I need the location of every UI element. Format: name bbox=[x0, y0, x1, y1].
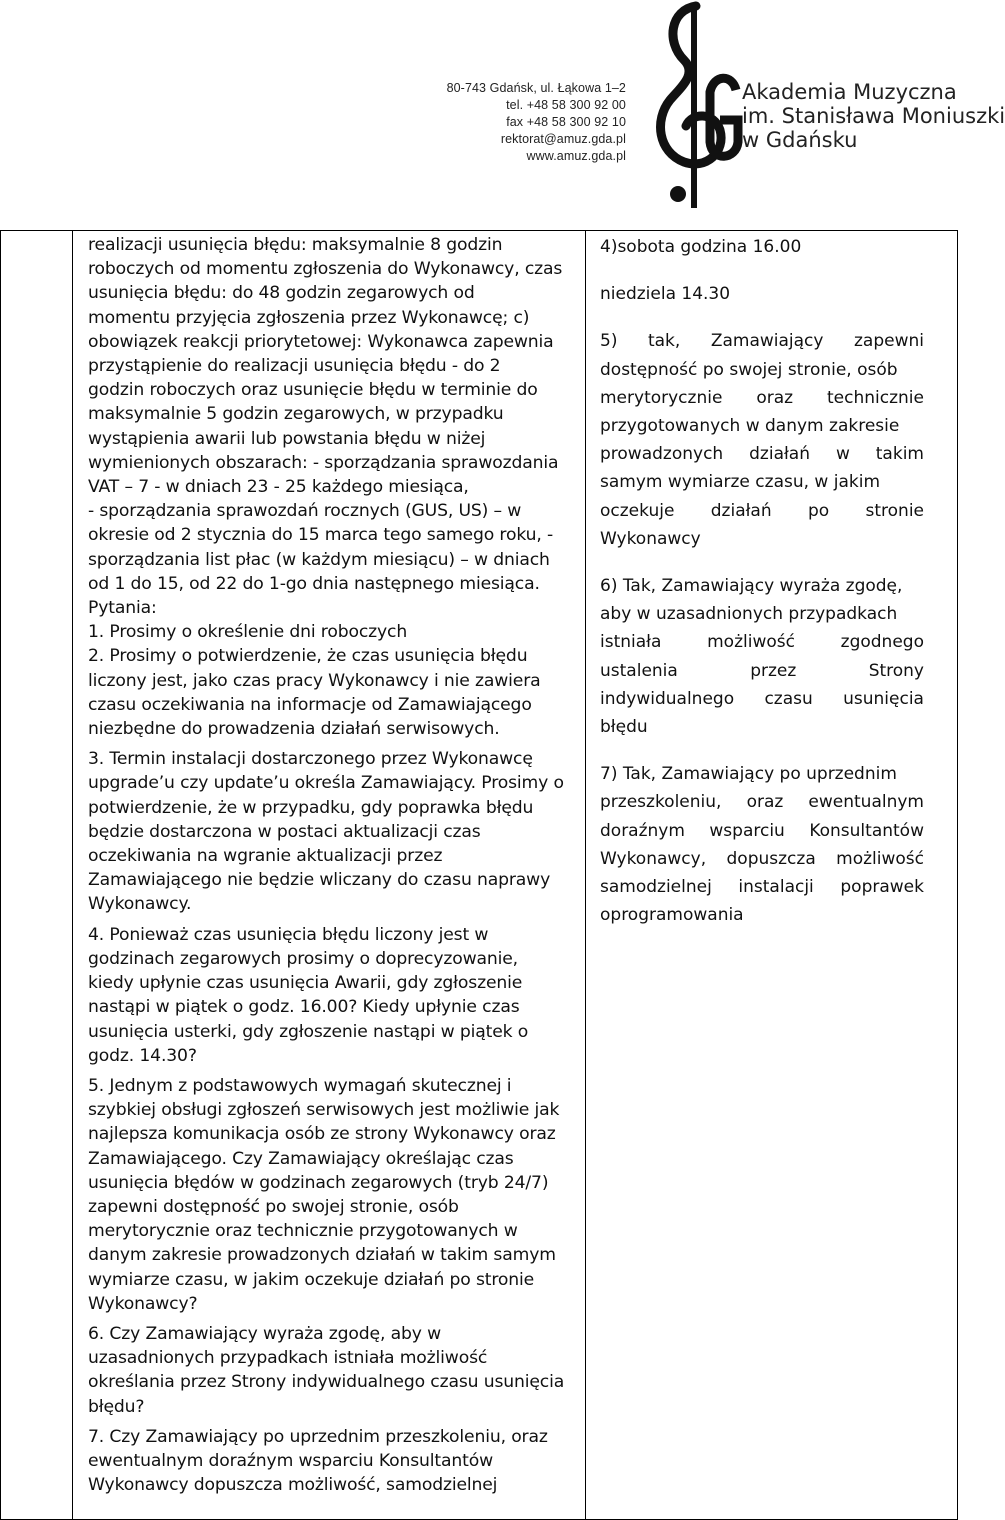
academy-line: im. Stanisława Moniuszki bbox=[742, 104, 1005, 128]
text-line: 6. Czy Zamawiający wyraża zgodę, aby w bbox=[88, 1323, 441, 1344]
text-line: ewentualnym doraźnym wsparciu Konsultantów bbox=[88, 1450, 493, 1471]
text-line: danym zakresie prowadzonych działań w takim samym bbox=[88, 1245, 556, 1266]
text-line: uzasadnionych przypadkach istniała możliwość bbox=[88, 1348, 488, 1369]
text-line: godzin roboczych oraz usunięcie błędu w terminie do bbox=[88, 380, 538, 401]
text-line: przygotowanych w danym zakresie bbox=[600, 416, 900, 437]
text-line: od 1 do 15, od 22 do 1-go dnia następnego miesiąca. bbox=[88, 573, 540, 594]
text-line: niedziela 14.30 bbox=[600, 284, 731, 305]
text-line: wystąpienia awarii lub powstania błędu w niżej bbox=[88, 428, 486, 449]
answer-text bbox=[600, 233, 924, 929]
text-line: 1. Prosimy o określenie dni roboczych bbox=[88, 622, 408, 643]
text-line: momentu przyjęcia zgłoszenia przez Wykonawcę; c) bbox=[88, 307, 530, 328]
text-line: potwierdzenie, że w przypadku, gdy poprawka błędu bbox=[88, 797, 534, 818]
text-line: sporządzania list płac (w każdym miesiącu) – w dniach bbox=[88, 549, 550, 570]
text-line: istniała możliwość zgodnego bbox=[600, 632, 924, 653]
text-line: samodzielnej instalacji poprawek bbox=[600, 877, 924, 898]
text-line: dostępność po swojej stronie, osób bbox=[600, 359, 898, 380]
text-line: 4. Ponieważ czas usunięcia błędu liczony jest w bbox=[88, 924, 489, 945]
text-line: 5) tak, Zamawiający zapewni bbox=[600, 331, 924, 352]
text-line: przeszkoleniu, oraz ewentualnym bbox=[600, 792, 924, 813]
text-line: 5. Jednym z podstawowych wymagań skutecznej i bbox=[88, 1075, 512, 1096]
text-line: usunięcia błędu: do 48 godzin zegarowych od bbox=[88, 283, 475, 304]
text-line: merytorycznie oraz technicznie bbox=[600, 387, 924, 408]
text-line: wymiarze czasu, w jakim oczekuje działań po stronie bbox=[88, 1269, 535, 1290]
email-line[interactable]: rektorat@amuz.gda.pl bbox=[500, 132, 626, 146]
text-line: Wykonawcy bbox=[600, 528, 701, 549]
text-line: Zamawiającego nie będzie wliczany do czasu naprawy bbox=[88, 870, 551, 891]
academy-line: w Gdańsku bbox=[742, 128, 858, 152]
text-line: okresie od 2 stycznia do 15 marca tego samego roku, - bbox=[88, 525, 554, 546]
question-text bbox=[88, 233, 588, 1497]
text-line: realizacji usunięcia błędu: maksymalnie 8 godzin bbox=[88, 235, 503, 255]
text-line: usunięcia usterki, gdy zgłoszenie nastąpi w piątek o bbox=[88, 1021, 529, 1042]
text-line: doraźnym wsparciu Konsultantów bbox=[600, 820, 924, 841]
website-line[interactable]: www.amuz.gda.pl bbox=[526, 149, 626, 163]
academy-name bbox=[742, 80, 1005, 152]
text-line: szybkiej obsługi zgłoszeń serwisowych jest możliwie jak bbox=[88, 1100, 560, 1121]
text-line: samym wymiarze czasu, w jakim bbox=[600, 472, 881, 493]
text-line: będzie dostarczona w postaci aktualizacji czas bbox=[88, 821, 481, 842]
address-block bbox=[436, 80, 626, 165]
text-line: godzinach zegarowych prosimy o doprecyzowanie, bbox=[88, 948, 518, 969]
text-line: przystąpienie do realizacji usunięcia błędu - do 2 bbox=[88, 356, 501, 377]
text-line: błędu bbox=[600, 717, 648, 738]
text-line: oprogramowania bbox=[600, 905, 744, 926]
table-cell-number bbox=[0, 230, 73, 1520]
text-line: 4)sobota godzina 16.00 bbox=[600, 237, 802, 257]
letterhead bbox=[0, 0, 1005, 215]
text-line: zapewni dostępność po swojej stronie, osób bbox=[88, 1196, 459, 1217]
text-line: roboczych od momentu zgłoszenia do Wykonawcy, czas bbox=[88, 259, 563, 280]
phone-line: tel. +48 58 300 92 00 bbox=[506, 98, 626, 112]
text-line: 2. Prosimy o potwierdzenie, że czas usunięcia błędu bbox=[88, 646, 528, 667]
text-line: najlepsza komunikacja osób ze strony Wykonawcy oraz bbox=[88, 1124, 556, 1145]
text-line: Pytania: bbox=[88, 598, 157, 619]
text-line: 6) Tak, Zamawiający wyraża zgodę, bbox=[600, 576, 903, 597]
text-line: oczekiwania na wgranie aktualizacji przez bbox=[88, 846, 443, 867]
text-line: określania przez Strony indywidualnego czasu usunięcia bbox=[88, 1372, 565, 1393]
paragraph-gap bbox=[600, 261, 924, 280]
text-line: oczekuje działań po stronie bbox=[600, 500, 924, 521]
paragraph-gap bbox=[600, 741, 924, 760]
text-line: - sporządzania sprawozdań rocznych (GUS, US) – w bbox=[88, 501, 522, 522]
text-line: niezbędne do prowadzenia działań serwisowych. bbox=[88, 719, 500, 740]
paragraph-gap bbox=[600, 553, 924, 572]
text-line: czasu oczekiwania na informacje od Zamawiającego bbox=[88, 694, 532, 715]
text-line: wymienionych obszarach: - sporządzania sprawozdania bbox=[88, 452, 559, 473]
text-line: Wykonawcy. bbox=[88, 894, 192, 915]
paragraph-gap bbox=[600, 308, 924, 327]
text-line: usunięcia błędów w godzinach zegarowych (tryb 24/7) bbox=[88, 1172, 549, 1193]
text-line: Wykonawcy, dopuszcza możliwość bbox=[600, 848, 924, 869]
text-line: 7) Tak, Zamawiający po uprzednim bbox=[600, 764, 897, 785]
treble-clef-G-logo-icon bbox=[640, 2, 740, 212]
text-line: Zamawiającego. Czy Zamawiający określając czas bbox=[88, 1148, 514, 1169]
text-line: upgrade’u czy update’u określa Zamawiający. Prosimy o bbox=[88, 773, 564, 794]
text-line: błędu? bbox=[88, 1396, 145, 1417]
text-line: liczony jest, jako czas pracy Wykonawcy i nie zawiera bbox=[88, 670, 541, 691]
academy-line: Akademia Muzyczna bbox=[742, 80, 957, 104]
text-line: indywidualnego czasu usunięcia bbox=[600, 688, 924, 709]
text-line: 3. Termin instalacji dostarczonego przez Wykonawcę bbox=[88, 749, 533, 770]
text-line: prowadzonych działań w takim bbox=[600, 444, 924, 465]
text-line: Wykonawcy? bbox=[88, 1293, 198, 1314]
address-line: 80-743 Gdańsk, ul. Łąkowa 1–2 bbox=[446, 81, 626, 95]
text-line: VAT – 7 - w dniach 23 - 25 każdego miesiąca, bbox=[88, 477, 469, 498]
text-line: 7. Czy Zamawiający po uprzednim przeszkoleniu, oraz bbox=[88, 1426, 548, 1447]
text-line: godz. 14.30? bbox=[88, 1045, 197, 1066]
text-line: ustalenia przez Strony bbox=[600, 660, 924, 681]
text-line: merytorycznie oraz technicznie przygotowanych w bbox=[88, 1221, 518, 1242]
text-line: kiedy upłynie czas usunięcia Awarii, gdy zgłoszenie bbox=[88, 973, 523, 994]
text-line: Wykonawcy dopuszcza możliwość, samodzielnej bbox=[88, 1475, 498, 1496]
text-line: obowiązek reakcji priorytetowej: Wykonawca zapewnia bbox=[88, 331, 554, 352]
fax-line: fax +48 58 300 92 10 bbox=[506, 115, 626, 129]
text-line: aby w uzasadnionych przypadkach bbox=[600, 604, 898, 625]
text-line: nastąpi w piątek o godz. 16.00? Kiedy upłynie czas bbox=[88, 997, 520, 1018]
text-line: maksymalnie 5 godzin zegarowych, w przypadku bbox=[88, 404, 504, 425]
